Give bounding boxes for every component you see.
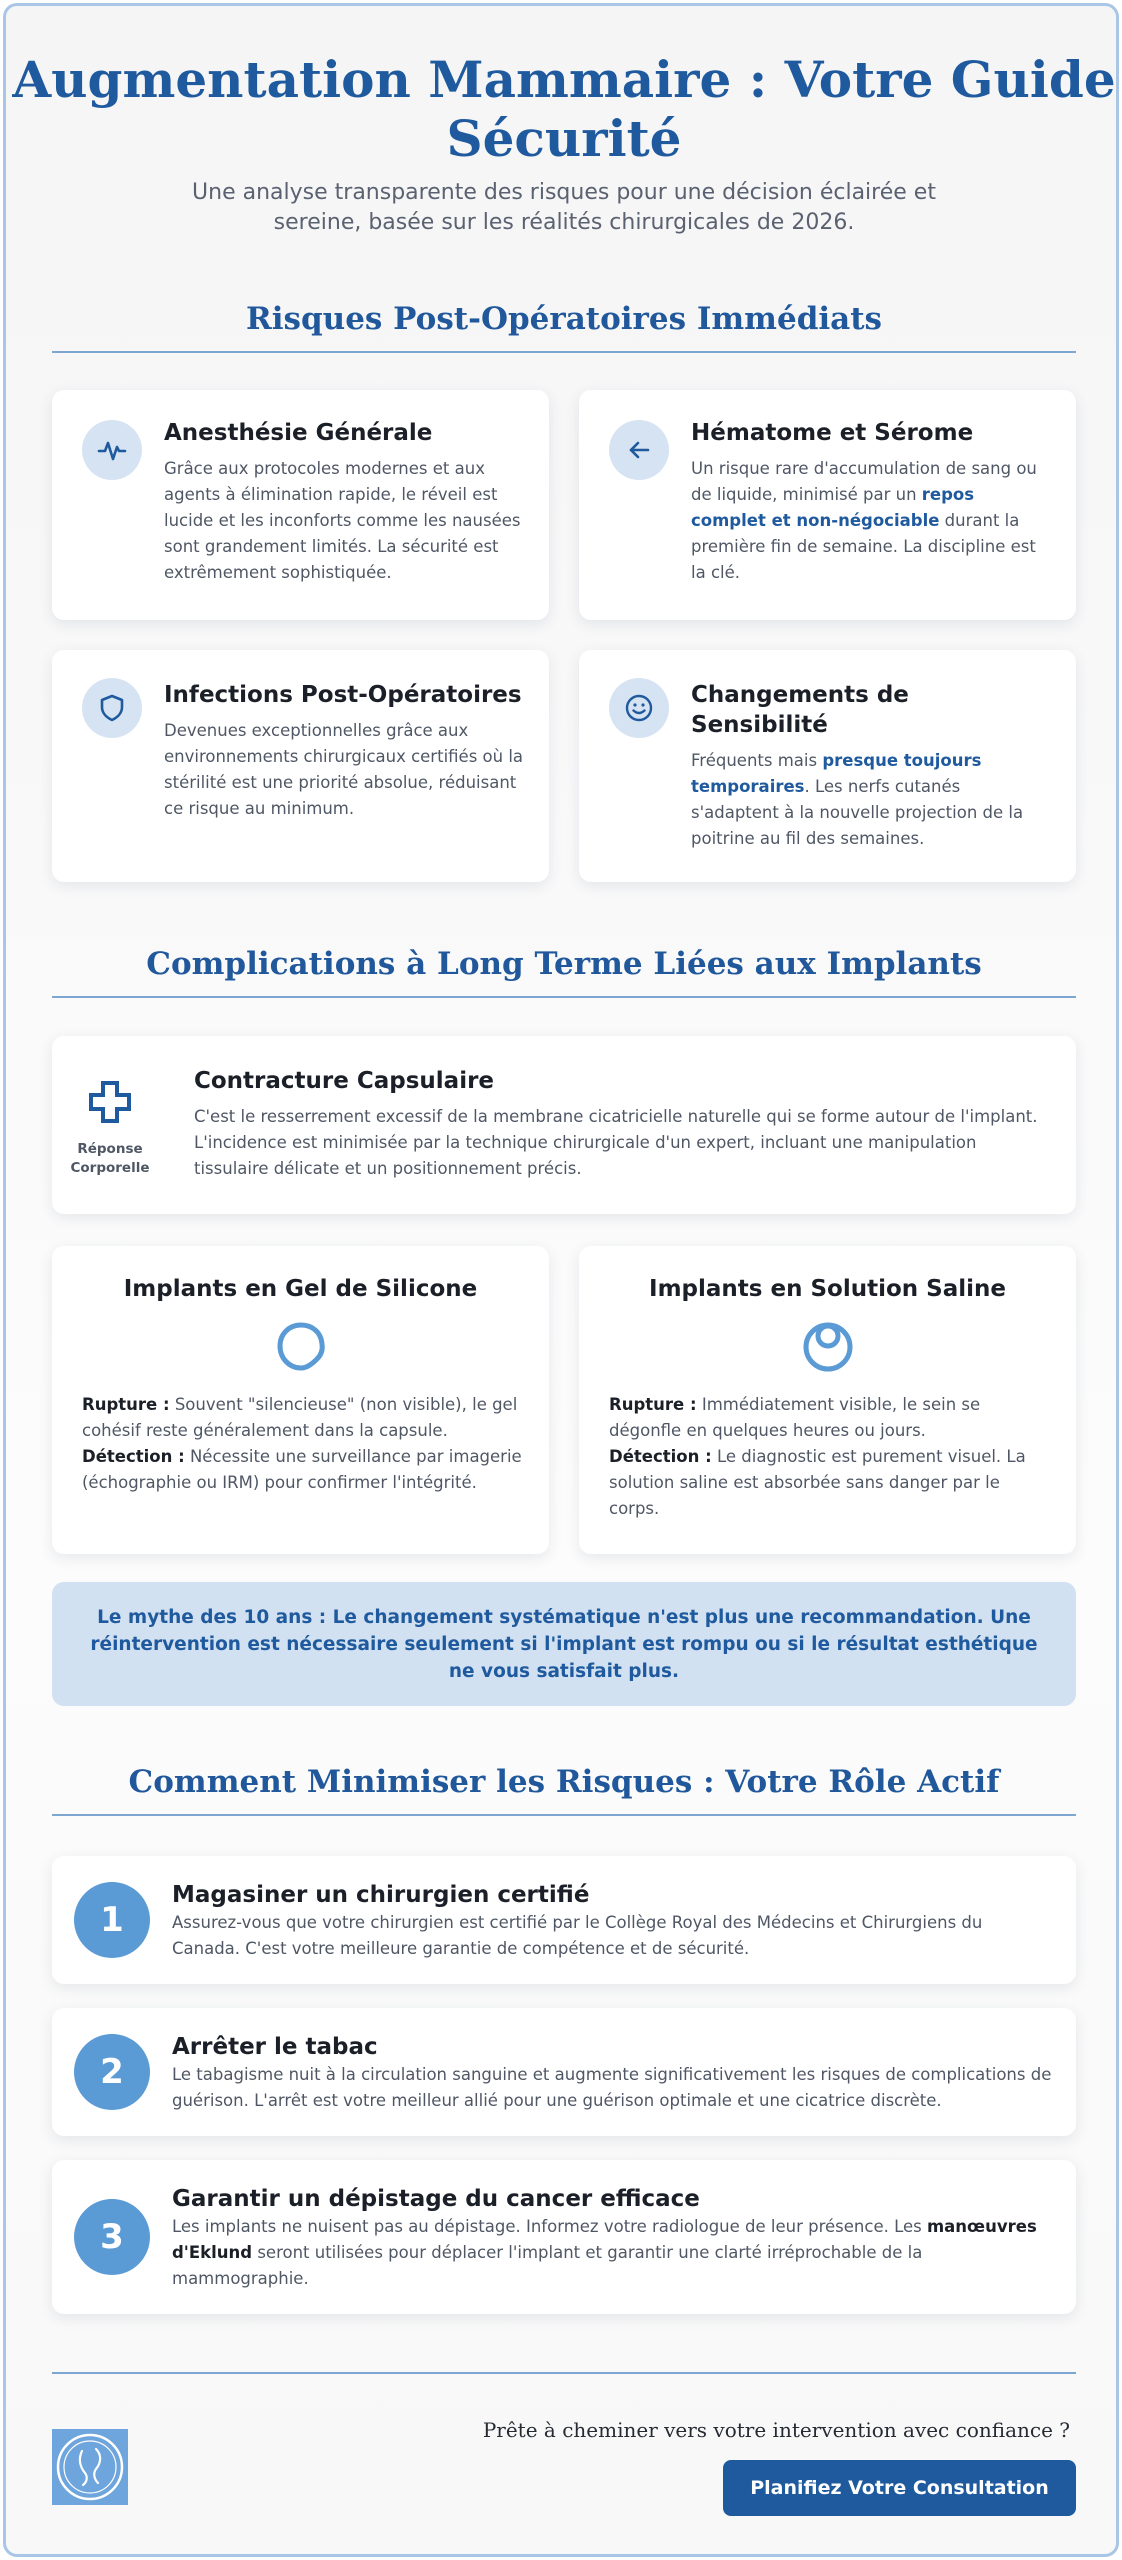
detection-description: Le diagnostic est purement visuel. La solution saline est absorbée sans danger par le corps.: [609, 1447, 1026, 1518]
smiley-icon: [609, 678, 669, 738]
label-rupture: Rupture :: [609, 1395, 697, 1414]
step-number-badge: 1: [74, 1882, 150, 1958]
clinic-logo-icon: [52, 2429, 128, 2505]
page-title: Augmentation Mammaire : Votre Guide Sécurité: [12, 50, 1116, 168]
section-divider: [52, 996, 1076, 998]
step-text-part: Les implants ne nuisent pas au dépistage. Informez votre radiologue de leur présence. Les: [172, 2217, 927, 2236]
rupture-description: Immédiatement visible, le sein se dégonfle en quelques heures ou jours.: [609, 1395, 981, 1440]
medical-cross-icon: [88, 1080, 132, 1124]
step-text: Le tabagisme nuit à la circulation sanguine et augmente significativement les risques de complications de guérison. L'arrêt est votre meilleur allié pour une guérison optimale et une cicatrice discrète.: [172, 2065, 1052, 2110]
icon-caption: Réponse Corporelle: [70, 1141, 150, 1176]
step-text: [172, 2214, 1052, 2292]
card-text: Devenues exceptionnelles grâce aux environnements chirurgicaux certifiés où la stérilité est une priorité absolue, réduisant ce risque au minimum.: [164, 721, 524, 818]
step-card-3: [52, 2160, 1076, 2314]
risk-card-sensitivity: [579, 650, 1076, 882]
footer-divider: [52, 2372, 1076, 2374]
step-text-part: seront utilisées pour déplacer l'implant et garantir une clarté irréprochable de la mammographie.: [172, 2243, 923, 2288]
card-title: Changements de Sensibilité: [691, 682, 909, 738]
silicone-implant-card: [52, 1246, 549, 1554]
page-frame: [3, 3, 1119, 2557]
card-text-part: durant la première fin de semaine. La discipline est la clé.: [691, 511, 1036, 582]
myth-callout: Le mythe des 10 ans : Le changement systématique n'est plus une recommandation. Une réintervention est nécessaire seulement si l'implant est rompu ou si le résultat esthétique ne vous satisfait plus.: [52, 1582, 1076, 1706]
card-title: Hématome et Sérome: [691, 420, 974, 446]
card-title: Anesthésie Générale: [164, 420, 433, 446]
card-title: Contracture Capsulaire: [194, 1068, 495, 1094]
step-card-1: [52, 1856, 1076, 1984]
saline-implant-icon: [801, 1320, 855, 1374]
card-text-highlight: repos complet et non-négociable: [691, 485, 975, 530]
heartbeat-icon: [82, 420, 142, 480]
step-number-badge: 2: [74, 2034, 150, 2110]
card-text: [691, 456, 1051, 586]
arrow-left-icon: [609, 420, 669, 480]
step-number-badge: 3: [74, 2199, 150, 2275]
shield-icon: [82, 678, 142, 738]
label-detection: Détection :: [609, 1447, 712, 1466]
risk-card-infection: [52, 650, 549, 882]
step-title: Magasiner un chirurgien certifié: [172, 1882, 590, 1908]
silicone-rupture-text: [82, 1392, 522, 1496]
step-text: Assurez-vous que votre chirurgien est certifié par le Collège Royal des Médecins et Chirurgiens du Canada. C'est votre meilleure garantie de compétence et de sécurité.: [172, 1913, 983, 1958]
rupture-description: Souvent "silencieuse" (non visible), le gel cohésif reste généralement dans la capsule.: [82, 1395, 518, 1440]
label-rupture: Rupture :: [82, 1395, 170, 1414]
saline-rupture-text: [609, 1392, 1049, 1522]
card-text: Grâce aux protocoles modernes et aux agents à élimination rapide, le réveil est lucide et les inconforts comme les nausées sont grandement limités. La sécurité est extrêmement sophistiquée.: [164, 459, 521, 582]
risk-card-anesthesia: [52, 390, 549, 620]
card-text-part: . Les nerfs cutanés s'adaptent à la nouvelle projection de la poitrine au fil des semaines.: [691, 777, 1024, 848]
card-text-part: Fréquents mais: [691, 751, 823, 770]
card-title: Implants en Solution Saline: [649, 1276, 1006, 1302]
section-title-immediate-risks: Risques Post-Opératoires Immédiats: [246, 301, 882, 337]
label-detection: Détection :: [82, 1447, 185, 1466]
step-card-2: [52, 2008, 1076, 2136]
step-text-highlight: manœuvres d'Eklund: [172, 2217, 1037, 2262]
card-text-highlight: presque toujours temporaires: [691, 751, 982, 796]
section-title-minimize-risks: Comment Minimiser les Risques : Votre Rôle Actif: [128, 1764, 1000, 1800]
card-title: Implants en Gel de Silicone: [123, 1276, 478, 1302]
card-text: C'est le resserrement excessif de la membrane cicatricielle naturelle qui se forme autour de l'implant. L'incidence est minimisée par la technique chirurgicale d'un expert, incluant une manipulation tissulaire délicate et un positionnement précis.: [194, 1107, 1038, 1178]
silicone-implant-icon: [274, 1320, 328, 1374]
card-text: [691, 748, 1051, 852]
schedule-consultation-button[interactable]: Planifiez Votre Consultation: [723, 2460, 1076, 2516]
page-subtitle: Une analyse transparente des risques pour une décision éclairée et sereine, basée sur les réalités chirurgicales de 2026.: [192, 180, 936, 235]
step-title: Arrêter le tabac: [172, 2034, 378, 2060]
card-text-part: Un risque rare d'accumulation de sang ou de liquide, minimisé par un: [691, 459, 1037, 504]
contracture-card: [52, 1036, 1076, 1214]
section-divider: [52, 351, 1076, 353]
step-title: Garantir un dépistage du cancer efficace: [172, 2186, 700, 2212]
detection-description: Nécessite une surveillance par imagerie (échographie ou IRM) pour confirmer l'intégrité.: [82, 1447, 522, 1492]
cta-question: Prête à cheminer vers votre intervention avec confiance ?: [482, 2418, 1070, 2442]
saline-implant-card: [579, 1246, 1076, 1554]
risk-card-hematoma: [579, 390, 1076, 620]
section-divider: [52, 1814, 1076, 1816]
section-title-long-term: Complications à Long Terme Liées aux Implants: [146, 946, 982, 982]
card-title: Infections Post-Opératoires: [164, 682, 522, 708]
